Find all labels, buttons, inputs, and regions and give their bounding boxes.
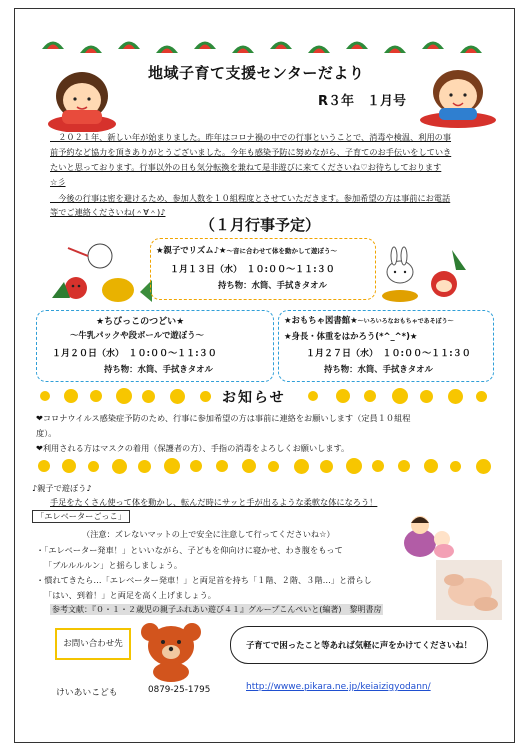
toy-subtitle-text: ～いろいろなおもちゃであそぼう～ xyxy=(357,318,454,325)
play-caution: （注意：ズレないマットの上で安全に注意して行ってくださいね☆） xyxy=(82,529,335,539)
yellow-dot xyxy=(448,389,463,404)
chibikko-event-title: ★ちびっこのつどい★ xyxy=(96,317,185,327)
pine-icon xyxy=(346,38,368,50)
reference-text: 参考文献：『０・１・２歳児の親子ふれあい遊び４１』グループこんぺいと(編著) 黎明書房 xyxy=(52,605,382,614)
yellow-dot xyxy=(116,388,132,404)
measurement-event-title: ★身長・体重をはかろう(*^_^*)★ xyxy=(284,331,418,341)
step2-line-2: 「はい、到着！」と両足を高く上げましょう。 xyxy=(44,590,216,600)
yellow-dot xyxy=(216,460,228,472)
yellow-dot xyxy=(164,458,180,474)
notice-title: お知らせ xyxy=(222,390,286,406)
yellow-dot xyxy=(476,391,487,402)
toy-title-text: ★おもちゃ図書館★ xyxy=(284,315,358,325)
chibikko-event-items: 持ち物：水筒、手拭きタオル xyxy=(104,364,213,374)
pine-icon xyxy=(460,42,482,54)
play-heading: ♪親子で遊ぼう♪ xyxy=(32,483,92,493)
new-year-decoration xyxy=(48,240,158,306)
step1-line-2: 「ブルルルルン」と揺らしましょう。 xyxy=(44,560,183,570)
intro-line-2: 前予約など協力を頂きありがとうございました。今年も感染予防に努めながら、子育てのお手伝いをしていき xyxy=(50,147,452,157)
pine-icon xyxy=(270,38,292,50)
intro-line-1: ２０２１年、新しい年が始まりました。昨年はコロナ禍の中での行事ということで、消毒や検温、利用の事 xyxy=(50,132,452,142)
rhythm-event-title xyxy=(156,244,337,256)
yellow-dot xyxy=(294,459,309,474)
yellow-dot xyxy=(268,461,279,472)
intro-line-6: 等でご連絡くださいね(＾∀＾)♪ xyxy=(50,207,166,217)
rhythm-title-text: ★親子でリズム♪★ xyxy=(156,245,227,255)
play-lead: 手足をたくさん使って体を動かし、転んだ時にサッと手が出るような柔軟な体になろう！ xyxy=(50,497,378,507)
website-link[interactable]: http://wwwe.pikara.ne.jp/keiaizigyodann/ xyxy=(246,682,431,692)
game-name-label: 「エレベーターごっこ」 xyxy=(32,510,130,523)
yellow-dot xyxy=(398,460,410,472)
notice-item-1-line-1: ❤コロナウイルス感染症予防のため、行事に参加希望の方は事前に連絡をお願いします（定員１０組程 xyxy=(36,413,411,423)
yellow-dot xyxy=(88,461,99,472)
toy-library-event-datetime: １月２７日（水） １０:００～１１:３０ xyxy=(306,349,471,359)
rhythm-event-items: 持ち物：水筒、手拭きタオル xyxy=(218,280,327,290)
yellow-dot xyxy=(372,460,384,472)
notice-item-1-line-2: 度）。 xyxy=(36,428,57,438)
pine-icon xyxy=(118,38,140,50)
pine-icon xyxy=(384,42,406,54)
mother-baby-illustration xyxy=(398,513,462,559)
step1-line-1: ・「エレベーター発車！」といいながら、子どもを仰向けに寝かせ、わき腹をもって xyxy=(36,545,343,555)
yellow-dot xyxy=(476,459,491,474)
pine-icon xyxy=(232,42,254,54)
yellow-dot xyxy=(450,461,461,472)
yellow-dot xyxy=(170,389,185,404)
issue-label: R３年 １月号 xyxy=(318,94,407,109)
yellow-dot xyxy=(392,388,408,404)
rhythm-event-datetime: １月１３日（水） １０:００～１１:３０ xyxy=(170,265,335,275)
intro-line-4: ☆彡 xyxy=(50,177,66,187)
pine-icon xyxy=(156,42,178,54)
pine-icon xyxy=(422,38,444,50)
intro-line-5: 今後の行事は密を避けるため、参加人数を１０組程度とさせていただきます。参加希望の方は事前にお電話 xyxy=(50,193,451,203)
girl-illustration xyxy=(44,66,120,132)
bear-illustration xyxy=(136,620,206,682)
boy-illustration xyxy=(415,64,501,128)
chibikko-event-datetime: １月２０日（水） １０:００～１１:３０ xyxy=(52,349,217,359)
baby-foot-photo xyxy=(436,560,502,620)
yellow-dot xyxy=(336,389,350,403)
yellow-dot xyxy=(190,460,202,472)
organization-name: けいあいこども xyxy=(56,688,118,698)
yellow-dot xyxy=(62,459,76,473)
yellow-dot xyxy=(308,391,318,401)
rhythm-subtitle-text: ～音に合わせて体を動かして遊ぼう～ xyxy=(226,247,337,255)
notice-item-2: ❤利用される方はマスクの着用（保護者の方）、手指の消毒をよろしくお願いします。 xyxy=(36,443,350,453)
intro-line-3: たいと思っております。行事以外の日も気分転換を兼ねて是非遊びに来てくださいね♡お待ちしております xyxy=(50,162,442,172)
yellow-dot xyxy=(320,460,333,473)
pine-icon xyxy=(42,38,64,50)
yellow-dot xyxy=(40,391,50,401)
contact-label: お問い合わせ先 xyxy=(55,628,131,660)
yellow-dot xyxy=(420,390,433,403)
rabbit-decoration xyxy=(380,240,470,304)
yellow-dot xyxy=(90,390,102,402)
chibikko-event-subtitle: ～牛乳パックや段ボールで遊ぼう～ xyxy=(70,330,204,340)
events-section-title: （１月行事予定） xyxy=(200,216,321,234)
yellow-dot xyxy=(424,459,438,473)
yellow-dot xyxy=(200,391,211,402)
yellow-dot xyxy=(38,460,50,472)
yellow-dot xyxy=(346,458,362,474)
phone-number: 0879-25-1795 xyxy=(148,685,211,695)
toy-library-event-title xyxy=(284,314,454,326)
newsletter-title: 地域子育て支援センターだより xyxy=(148,64,365,82)
toy-library-event-items: 持ち物：水筒、手拭きタオル xyxy=(324,364,433,374)
yellow-dot xyxy=(138,460,151,473)
yellow-dot xyxy=(64,389,78,403)
yellow-dot xyxy=(142,390,155,403)
pine-icon xyxy=(80,42,102,54)
speech-bubble: 子育てで困ったこと等あれば気軽に声をかけてくださいね！ xyxy=(230,626,488,664)
step2-line-1: ・慣れてきたら…「エレベーター発車！」と両足首を持ち「１階、２階、３階…」と滑らし xyxy=(36,575,372,585)
yellow-dot xyxy=(112,459,127,474)
pine-icon xyxy=(194,38,216,50)
yellow-dot xyxy=(242,459,256,473)
yellow-dot xyxy=(364,390,376,402)
pine-icon xyxy=(308,42,330,54)
